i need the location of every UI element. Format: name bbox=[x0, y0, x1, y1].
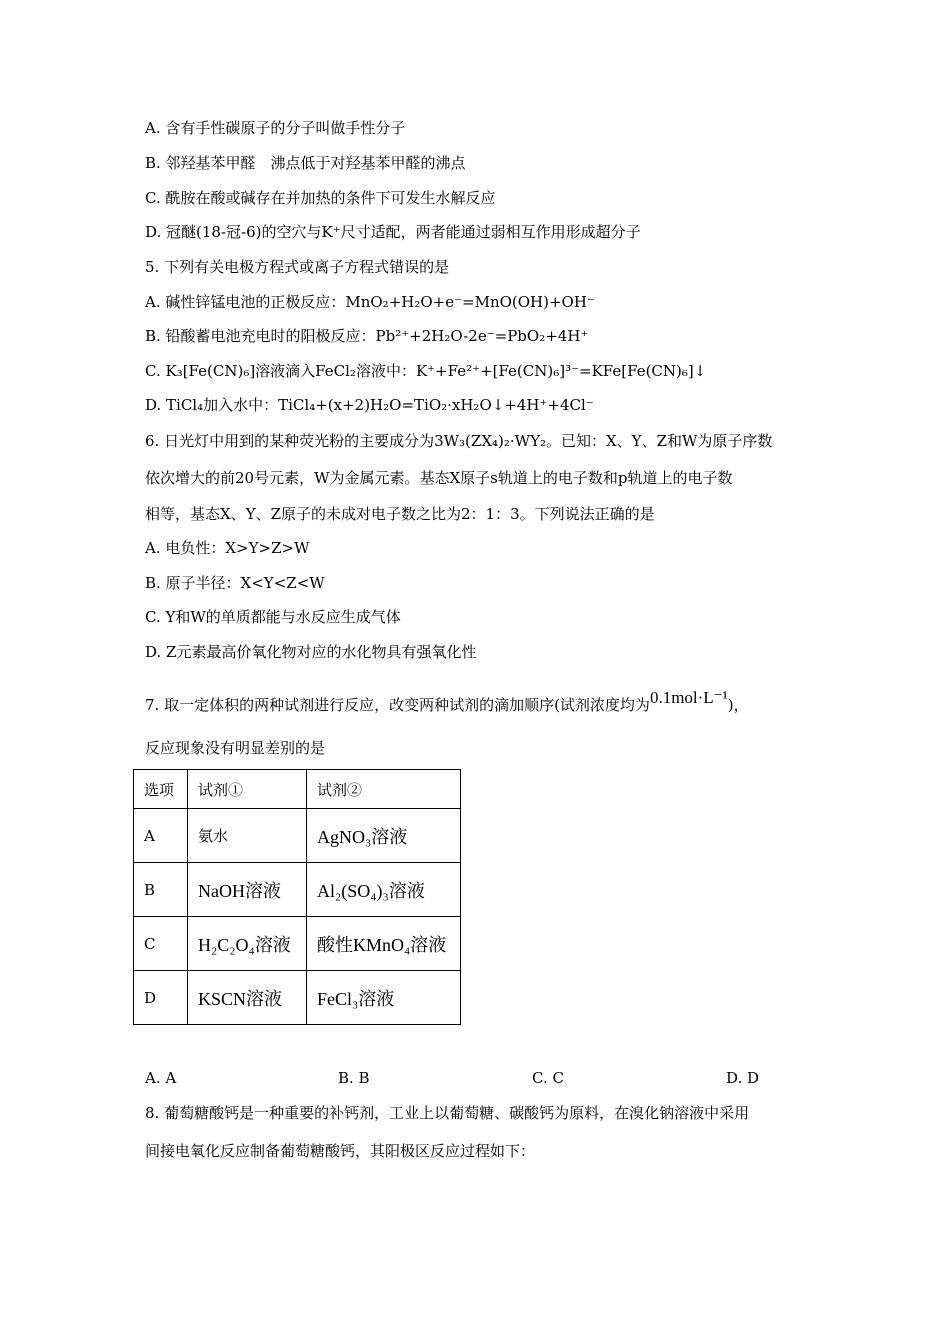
q8-stem-line1: 8. 葡萄糖酸钙是一种重要的补钙剂，工业上以葡萄糖、碳酸钙为原料，在溴化钠溶液中采用 bbox=[145, 1104, 750, 1122]
table-header-cell: 试剂② bbox=[307, 770, 461, 809]
q7-stem-tail: )， bbox=[727, 696, 749, 714]
q5-option-d: D. TiCl₄加入水中：TiCl₄+(x+2)H₂O=TiO₂·xH₂O↓+4H⁺+4Cl⁻ bbox=[145, 396, 594, 414]
q6-stem-line3: 相等，基态X、Y、Z原子的未成对电子数之比为2：1：3。下列说法正确的是 bbox=[145, 505, 655, 523]
q8-stem-line2: 间接电氧化反应制备葡萄糖酸钙，其阳极区反应过程如下： bbox=[145, 1142, 536, 1160]
q6-option-c: C. Y和W的单质都能与水反应生成气体 bbox=[145, 608, 401, 626]
table-cell: D bbox=[134, 971, 188, 1025]
q4-option-d: D. 冠醚(18-冠-6)的空穴与K⁺尺寸适配，两者能通过弱相互作用形成超分子 bbox=[145, 223, 641, 241]
q7-stem-line1 bbox=[145, 688, 749, 715]
q6-option-a: A. 电负性：X>Y>Z>W bbox=[145, 539, 310, 557]
q5-stem: 5. 下列有关电极方程式或离子方程式错误的是 bbox=[145, 258, 450, 276]
table-row bbox=[134, 917, 461, 971]
table-header-cell: 试剂① bbox=[188, 770, 307, 809]
table-header-row bbox=[134, 770, 461, 809]
q5-option-a: A. 碱性锌锰电池的正极反应：MnO₂+H₂O+e⁻=MnO(OH)+OH⁻ bbox=[145, 293, 595, 311]
q7-answer-a: A. A bbox=[145, 1069, 177, 1087]
table-cell: A bbox=[134, 809, 188, 863]
q5-option-c: C. K₃[Fe(CN)₆]溶液滴入FeCl₂溶液中：K⁺+Fe²⁺+[Fe(CN)₆]³⁻=KFe[Fe(CN)₆]↓ bbox=[145, 362, 707, 380]
table-cell: B bbox=[134, 863, 188, 917]
table-cell: H₂C₂O₄溶液 bbox=[188, 917, 307, 971]
q6-option-b: B. 原子半径：X<Y<Z<W bbox=[145, 574, 325, 592]
q6-stem-line1: 6. 日光灯中用到的某种荧光粉的主要成分为3W₃(ZX₄)₂·WY₂。已知：X、Y、Z和W为原子序数 bbox=[145, 432, 773, 450]
q4-option-b: B. 邻羟基苯甲醛 沸点低于对羟基苯甲醛的沸点 bbox=[145, 154, 466, 172]
q7-stem-line2: 反应现象没有明显差别的是 bbox=[145, 739, 326, 757]
table-cell: FeCl₃溶液 bbox=[307, 971, 461, 1025]
table-cell: C bbox=[134, 917, 188, 971]
table-cell: 酸性KMnO₄溶液 bbox=[307, 917, 461, 971]
table-row bbox=[134, 863, 461, 917]
table-cell: 氨水 bbox=[188, 809, 307, 863]
table-cell: NaOH溶液 bbox=[188, 863, 307, 917]
q4-option-a: A. 含有手性碳原子的分子叫做手性分子 bbox=[145, 119, 406, 137]
q7-answer-c: C. C bbox=[532, 1069, 564, 1087]
table-cell: AgNO₃溶液 bbox=[307, 809, 461, 863]
q7-answer-b: B. B bbox=[338, 1069, 370, 1087]
q5-option-b: B. 铅酸蓄电池充电时的阳极反应：Pb²⁺+2H₂O-2e⁻=PbO₂+4H⁺ bbox=[145, 327, 589, 345]
q6-option-d: D. Z元素最高价氧化物对应的水化物具有强氧化性 bbox=[145, 643, 477, 661]
table-cell: Al₂(SO₄)₃溶液 bbox=[307, 863, 461, 917]
table-cell: KSCN溶液 bbox=[188, 971, 307, 1025]
reagent-table bbox=[133, 769, 461, 1025]
table-row bbox=[134, 971, 461, 1025]
concentration-unit: 0.1mol·L⁻¹ bbox=[649, 688, 728, 707]
q7-stem-text: 7. 取一定体积的两种试剂进行反应，改变两种试剂的滴加顺序(试剂浓度均为 bbox=[145, 696, 650, 714]
table-header-cell: 选项 bbox=[134, 770, 188, 809]
table-row bbox=[134, 809, 461, 863]
q6-stem-line2: 依次增大的前20号元素，W为金属元素。基态X原子s轨道上的电子数和p轨道上的电子数 bbox=[145, 469, 733, 487]
q7-answer-d: D. D bbox=[726, 1069, 760, 1087]
q4-option-c: C. 酰胺在酸或碱存在并加热的条件下可发生水解反应 bbox=[145, 189, 496, 207]
